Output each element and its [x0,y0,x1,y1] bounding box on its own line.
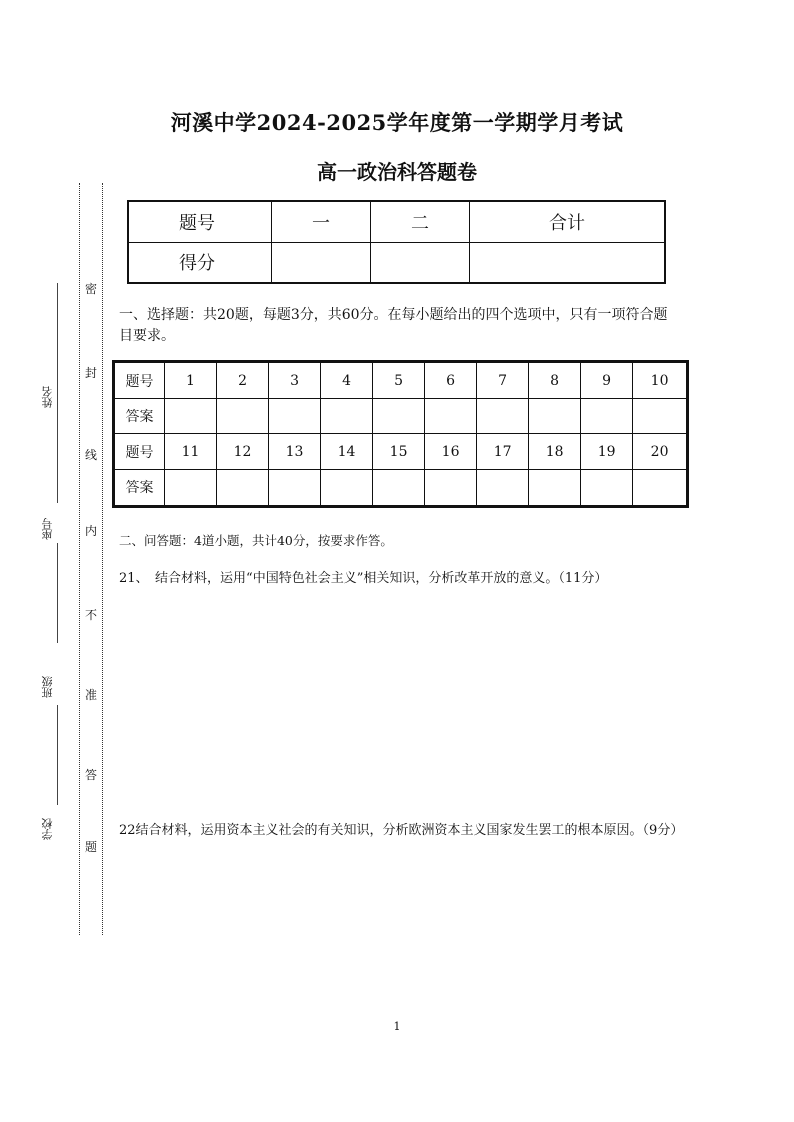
grid-question-number: 12 [217,434,269,469]
field-school-label: 学校 [41,818,54,840]
grid-answer-cell[interactable] [581,469,633,506]
question-21: 21、 结合材料，运用“中国特色社会主义”相关知识，分析改革开放的意义。（11分） [119,571,608,586]
seal-char: 不 [84,608,97,622]
binding-dotted-line-outer [79,183,80,935]
grid-answer-cell[interactable] [269,399,321,434]
grid-answer-cell[interactable] [581,399,633,434]
seal-char: 答 [84,768,97,782]
grid-answer-cell[interactable] [529,469,581,506]
grid-question-number: 5 [373,362,425,399]
binding-dotted-line-inner [102,183,103,935]
grid-question-number: 20 [633,434,688,469]
grid-question-number: 14 [321,434,373,469]
grid-answer-cell[interactable] [321,469,373,506]
grid-answer-cell[interactable] [217,469,269,506]
page-number: 1 [393,1020,401,1033]
grid-answer-cell[interactable] [373,399,425,434]
grid-answer-label: 答案 [114,469,165,506]
field-name-label: 姓名 [41,386,54,408]
seal-char: 封 [84,366,97,380]
exam-subtitle: 高一政治科答题卷 [317,160,477,184]
seat-underline [57,543,58,643]
seal-char: 准 [84,688,97,702]
exam-title: 河溪中学2024-2025学年度第一学期学月考试 [170,110,624,135]
grid-answer-cell[interactable] [165,469,217,506]
grid-answer-cell[interactable] [425,469,477,506]
grid-answer-cell[interactable] [165,399,217,434]
grid-answer-cell[interactable] [373,469,425,506]
grid-question-number: 10 [633,362,688,399]
name-underline [57,283,58,503]
grid-number-label: 题号 [114,434,165,469]
score-header-part1: 一 [272,201,371,242]
grid-question-number: 11 [165,434,217,469]
grid-question-number: 9 [581,362,633,399]
grid-question-number: 2 [217,362,269,399]
grid-question-number: 8 [529,362,581,399]
grid-answer-cell[interactable] [477,469,529,506]
question-22: 22结合材料，运用资本主义社会的有关知识，分析欧洲资本主义国家发生罢工的根本原因。（9分） [119,823,684,838]
grid-answer-cell[interactable] [425,399,477,434]
grid-answer-cell[interactable] [217,399,269,434]
grid-question-number: 3 [269,362,321,399]
score-header-part2: 二 [371,201,470,242]
score-row-label: 得分 [128,242,272,283]
grid-answer-cell[interactable] [529,399,581,434]
grid-answer-cell[interactable] [633,469,688,506]
grid-question-number: 7 [477,362,529,399]
grid-question-number: 19 [581,434,633,469]
score-cell-total[interactable] [470,242,665,283]
seal-char: 题 [84,840,97,854]
grid-answer-cell[interactable] [269,469,321,506]
grid-question-number: 4 [321,362,373,399]
grid-question-number: 15 [373,434,425,469]
grid-answer-label: 答案 [114,399,165,434]
field-class-label: 班级 [41,676,54,698]
grid-answer-cell[interactable] [633,399,688,434]
score-cell-part2[interactable] [371,242,470,283]
score-header-total: 合计 [470,201,665,242]
section2-instructions: 二、问答题：4道小题，共计40分，按要求作答。 [119,533,393,548]
grid-question-number: 18 [529,434,581,469]
grid-answer-cell[interactable] [477,399,529,434]
grid-answer-cell[interactable] [321,399,373,434]
seal-char: 内 [84,524,97,538]
score-table [127,200,666,284]
grid-question-number: 17 [477,434,529,469]
grid-question-number: 13 [269,434,321,469]
answer-grid [112,360,689,508]
grid-question-number: 1 [165,362,217,399]
grid-question-number: 6 [425,362,477,399]
seal-char: 密 [84,282,97,296]
score-header-number: 题号 [128,201,272,242]
class-underline [57,705,58,805]
seal-char: 线 [84,448,97,462]
section1-instructions: 一、选择题：共20题，每题3分，共60分。在每小题给出的四个选项中，只有一项符合题目要求。 [119,307,668,344]
grid-question-number: 16 [425,434,477,469]
field-seat-label: 座号 [41,518,54,540]
grid-number-label: 题号 [114,362,165,399]
score-cell-part1[interactable] [272,242,371,283]
